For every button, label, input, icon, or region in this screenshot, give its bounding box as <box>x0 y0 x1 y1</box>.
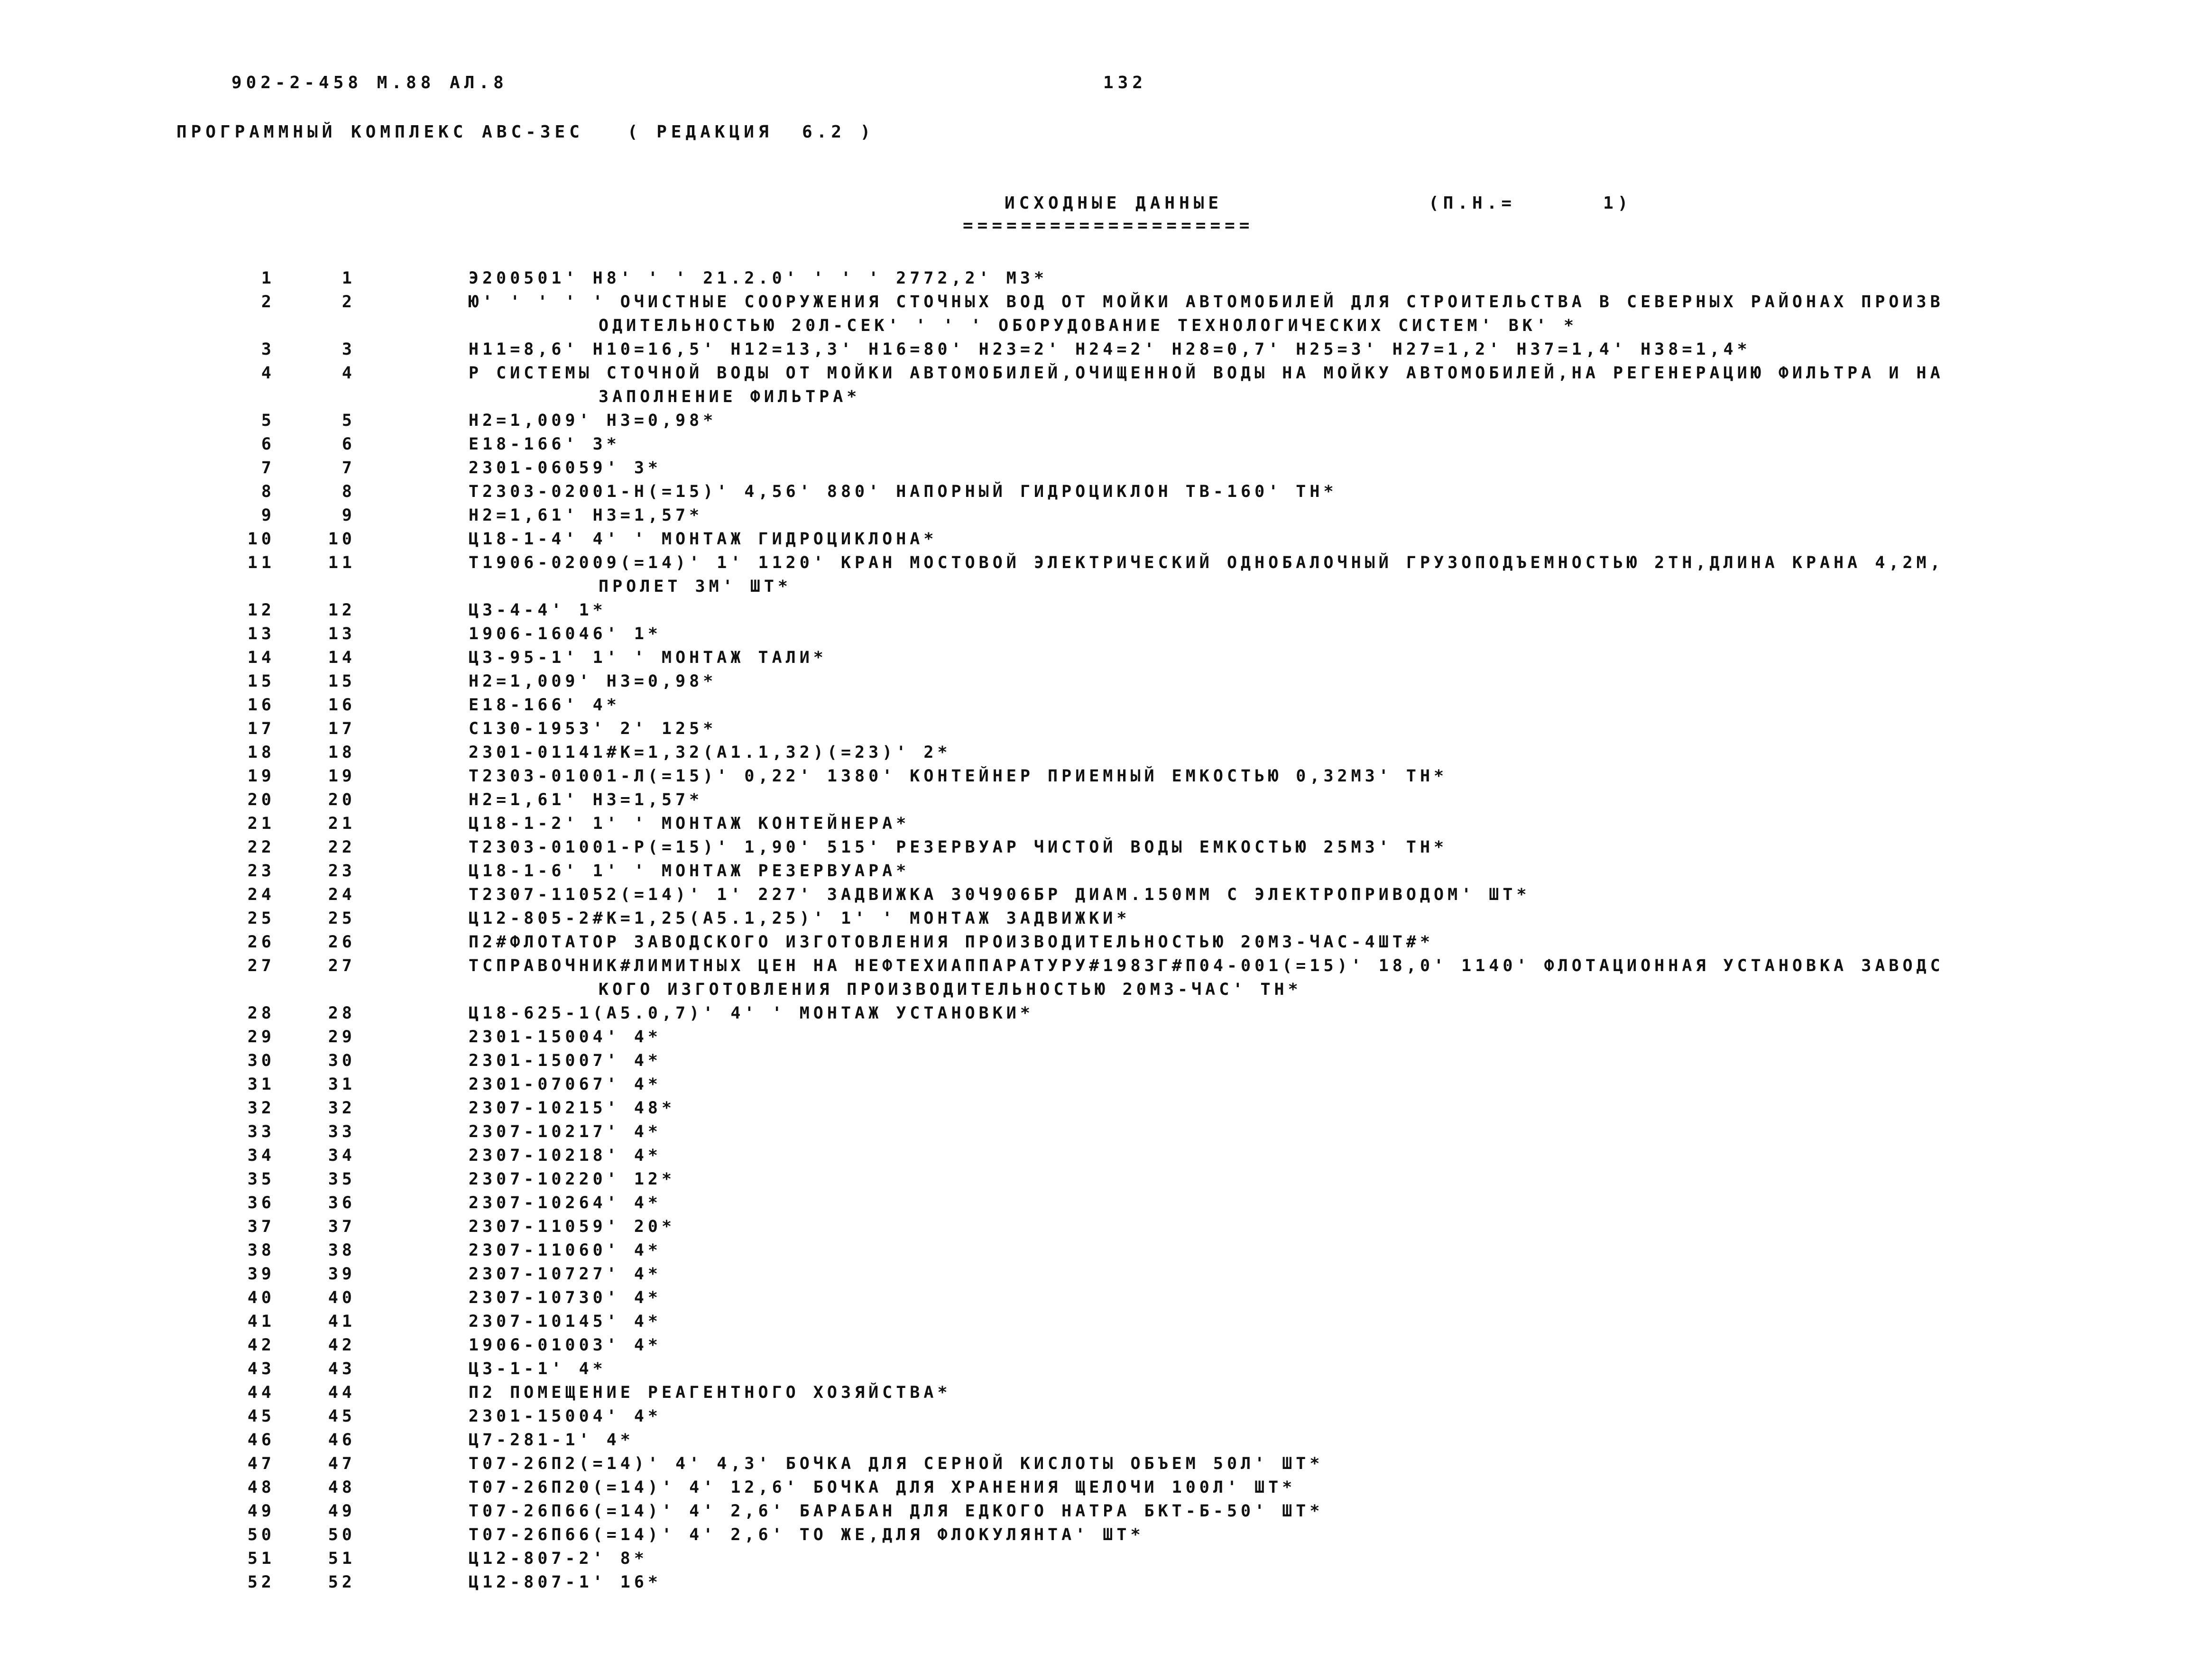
row-number: 5 <box>261 411 275 430</box>
row-number: 42 <box>247 1336 275 1355</box>
record-number: 5 <box>341 411 356 430</box>
pn-label: (П.Н.= 1) <box>1429 193 1632 213</box>
record-text: 2307-10145' 4* <box>469 1312 662 1331</box>
record-text: Ц3-1-1' 4* <box>469 1359 607 1378</box>
record-number: 35 <box>328 1170 356 1189</box>
record-text: Н2=1,61' Н3=1,57* <box>469 506 703 525</box>
record-text: Т07-26П20(=14)' 4' 12,6' БОЧКА ДЛЯ ХРАНЕНИЯ ЩЕЛОЧИ 100Л' ШТ* <box>469 1478 1296 1497</box>
record-number: 48 <box>328 1478 356 1497</box>
record-text: 2301-15007' 4* <box>469 1051 662 1070</box>
listing-row <box>0 1286 2185 1310</box>
record-number: 22 <box>328 838 356 857</box>
row-number: 7 <box>261 459 275 477</box>
listing-row <box>0 1405 2185 1428</box>
listing-row <box>0 266 2185 290</box>
listing-row <box>0 527 2185 551</box>
row-number: 25 <box>247 909 275 928</box>
record-text: Т07-26П66(=14)' 4' 2,6' ТО ЖЕ,ДЛЯ ФЛОКУЛЯНТА' ШТ* <box>469 1525 1144 1544</box>
record-number: 24 <box>328 885 356 904</box>
listing-row <box>0 741 2185 764</box>
row-number: 17 <box>247 719 275 738</box>
row-number: 6 <box>261 435 275 454</box>
listing-row <box>0 409 2185 432</box>
listing-row <box>0 788 2185 812</box>
record-text: Н2=1,61' Н3=1,57* <box>469 790 703 809</box>
listing-row <box>0 1523 2185 1547</box>
record-text: 2307-10218' 4* <box>469 1146 662 1165</box>
listing-row <box>0 764 2185 788</box>
row-number: 21 <box>247 814 275 833</box>
row-number: 43 <box>247 1359 275 1378</box>
listing-row <box>0 1191 2185 1215</box>
row-number: 12 <box>247 601 275 620</box>
row-number: 4 <box>261 364 275 383</box>
record-number: 20 <box>328 790 356 809</box>
listing-row <box>0 693 2185 717</box>
row-number: 35 <box>247 1170 275 1189</box>
record-text: Ц18-1-4' 4' ' МОНТАЖ ГИДРОЦИКЛОНА* <box>469 530 938 549</box>
record-text: 2301-07067' 4* <box>469 1075 662 1094</box>
record-text: Ц12-807-2' 8* <box>469 1549 648 1568</box>
listing-row <box>0 290 2185 338</box>
record-number: 29 <box>328 1028 356 1047</box>
listing-row <box>0 907 2185 930</box>
row-number: 41 <box>247 1312 275 1331</box>
record-text: 2301-01141#К=1,32(А1.1,32)(=23)' 2* <box>469 743 951 762</box>
listing-row <box>0 1499 2185 1523</box>
row-number: 47 <box>247 1454 275 1473</box>
record-number: 34 <box>328 1146 356 1165</box>
row-number: 32 <box>247 1099 275 1118</box>
listing-row <box>0 456 2185 480</box>
record-text: 2301-06059' 3* <box>469 459 662 477</box>
row-number: 9 <box>261 506 275 525</box>
record-text: Е18-166' 4* <box>469 696 620 715</box>
row-number: 11 <box>247 553 275 572</box>
record-number: 17 <box>328 719 356 738</box>
record-text: Ц3-95-1' 1' ' МОНТАЖ ТАЛИ* <box>469 648 827 667</box>
record-number: 25 <box>328 909 356 928</box>
row-number: 3 <box>261 340 275 359</box>
listing-row <box>0 1001 2185 1025</box>
row-number: 39 <box>247 1265 275 1284</box>
listing-row <box>0 1333 2185 1357</box>
section-underline: ==================== <box>963 216 1254 235</box>
record-number: 10 <box>328 530 356 549</box>
listing-row <box>0 930 2185 954</box>
listing-row <box>0 1049 2185 1073</box>
record-text: П2 ПОМЕЩЕНИЕ РЕАГЕНТНОГО ХОЗЯЙСТВА* <box>469 1383 951 1402</box>
listing-row <box>0 1167 2185 1191</box>
record-text: 2307-11059' 20* <box>469 1217 676 1236</box>
listing-row <box>0 361 2185 409</box>
record-text: Ц7-281-1' 4* <box>469 1431 634 1450</box>
record-text: П2#ФЛОТАТОР ЗАВОДСКОГО ИЗГОТОВЛЕНИЯ ПРОИЗВОДИТЕЛЬНОСТЬЮ 20М3-ЧАС-4ШТ#* <box>469 933 1434 952</box>
row-number: 10 <box>247 530 275 549</box>
record-text: Ц18-1-2' 1' ' МОНТАЖ КОНТЕЙНЕРА* <box>469 814 910 833</box>
record-text: Т07-26П66(=14)' 4' 2,6' БАРАБАН ДЛЯ ЕДКОГО НАТРА БКТ-Б-50' ШТ* <box>469 1502 1324 1521</box>
record-text: Р СИСТЕМЫ СТОЧНОЙ ВОДЫ ОТ МОЙКИ АВТОМОБИЛЕЙ,ОЧИЩЕННОЙ ВОДЫ НА МОЙКУ АВТОМОБИЛЕЙ,НА РЕГЕНЕРАЦИЮ ФИЛЬТРА И НА <box>469 364 1944 383</box>
listing-row <box>0 1215 2185 1239</box>
record-number: 16 <box>328 696 356 715</box>
listing-row <box>0 812 2185 835</box>
listing-row <box>0 1262 2185 1286</box>
row-number: 23 <box>247 862 275 881</box>
listing-row <box>0 717 2185 741</box>
row-number: 13 <box>247 624 275 643</box>
row-number: 29 <box>247 1028 275 1047</box>
row-number: 15 <box>247 672 275 691</box>
row-number: 2 <box>261 293 275 312</box>
record-text: 2307-10730' 4* <box>469 1288 662 1307</box>
record-number: 9 <box>341 506 356 525</box>
record-number: 39 <box>328 1265 356 1284</box>
record-text: Ю' ' ' ' ' ОЧИСТНЫЕ СООРУЖЕНИЯ СТОЧНЫХ ВОД ОТ МОЙКИ АВТОМОБИЛЕЙ ДЛЯ СТРОИТЕЛЬСТВА В СЕВЕРНЫХ РАЙОНАХ ПРОИЗВ <box>469 293 1944 312</box>
record-number: 38 <box>328 1241 356 1260</box>
listing-row <box>0 1120 2185 1144</box>
record-number: 33 <box>328 1122 356 1141</box>
listing-row <box>0 504 2185 527</box>
row-number: 46 <box>247 1431 275 1450</box>
row-number: 49 <box>247 1502 275 1521</box>
listing-row <box>0 1570 2185 1594</box>
record-number: 26 <box>328 933 356 952</box>
record-number: 14 <box>328 648 356 667</box>
record-number: 44 <box>328 1383 356 1402</box>
record-number: 43 <box>328 1359 356 1378</box>
record-text: Ц12-807-1' 16* <box>469 1573 662 1592</box>
record-number: 41 <box>328 1312 356 1331</box>
row-number: 52 <box>247 1573 275 1592</box>
row-number: 31 <box>247 1075 275 1094</box>
record-text: Т2303-02001-Н(=15)' 4,56' 880' НАПОРНЫЙ ГИДРОЦИКЛОН ТВ-160' ТН* <box>469 482 1337 501</box>
record-number: 12 <box>328 601 356 620</box>
record-text: 1906-16046' 1* <box>469 624 662 643</box>
record-text: Е18-166' 3* <box>469 435 620 454</box>
section-title: ИСХОДНЫЕ ДАННЫЕ <box>1005 193 1223 213</box>
record-text: 2307-10217' 4* <box>469 1122 662 1141</box>
row-number: 1 <box>261 269 275 288</box>
listing-row <box>0 1239 2185 1262</box>
record-number: 6 <box>341 435 356 454</box>
record-number: 23 <box>328 862 356 881</box>
row-number: 14 <box>247 648 275 667</box>
row-number: 33 <box>247 1122 275 1141</box>
listing-row <box>0 551 2185 598</box>
record-number: 2 <box>341 293 356 312</box>
record-continuation: ЗАПОЛНЕНИЕ ФИЛЬТРА* <box>599 387 861 406</box>
record-text: Ц12-805-2#К=1,25(А5.1,25)' 1' ' МОНТАЖ ЗАДВИЖКИ* <box>469 909 1131 928</box>
listing-row <box>0 646 2185 670</box>
record-number: 11 <box>328 553 356 572</box>
row-number: 37 <box>247 1217 275 1236</box>
row-number: 34 <box>247 1146 275 1165</box>
row-number: 26 <box>247 933 275 952</box>
record-text: 2307-10220' 12* <box>469 1170 676 1189</box>
record-number: 4 <box>341 364 356 383</box>
record-number: 46 <box>328 1431 356 1450</box>
listing-row <box>0 1025 2185 1049</box>
listing-row <box>0 480 2185 504</box>
listing-row <box>0 1452 2185 1476</box>
record-continuation: ОДИТЕЛЬНОСТЬЮ 20Л-СЕК' ' ' ' ОБОРУДОВАНИЕ ТЕХНОЛОГИЧЕСКИХ СИСТЕМ' ВК' * <box>599 316 1578 335</box>
record-number: 36 <box>328 1193 356 1212</box>
record-number: 37 <box>328 1217 356 1236</box>
record-text: 2301-15004' 4* <box>469 1028 662 1047</box>
record-text: 2307-10215' 48* <box>469 1099 676 1118</box>
record-number: 3 <box>341 340 356 359</box>
record-number: 31 <box>328 1075 356 1094</box>
row-number: 50 <box>247 1525 275 1544</box>
row-number: 22 <box>247 838 275 857</box>
record-number: 30 <box>328 1051 356 1070</box>
record-text: 2307-11060' 4* <box>469 1241 662 1260</box>
row-number: 30 <box>247 1051 275 1070</box>
record-number: 1 <box>341 269 356 288</box>
row-number: 19 <box>247 767 275 786</box>
record-text: Э200501' Н8' ' ' 21.2.0' ' ' ' 2772,2' М3* <box>469 269 1048 288</box>
record-number: 13 <box>328 624 356 643</box>
record-number: 49 <box>328 1502 356 1521</box>
record-text: 1906-01003' 4* <box>469 1336 662 1355</box>
row-number: 27 <box>247 956 275 975</box>
listing-row <box>0 598 2185 622</box>
listing-row <box>0 1381 2185 1405</box>
listing-row <box>0 1073 2185 1096</box>
record-text: 2301-15004' 4* <box>469 1407 662 1426</box>
row-number: 44 <box>247 1383 275 1402</box>
row-number: 8 <box>261 482 275 501</box>
listing-row <box>0 622 2185 646</box>
row-number: 28 <box>247 1004 275 1023</box>
record-text: Н2=1,009' Н3=0,98* <box>469 672 717 691</box>
record-number: 28 <box>328 1004 356 1023</box>
record-text: 2307-10264' 4* <box>469 1193 662 1212</box>
row-number: 40 <box>247 1288 275 1307</box>
listing-row <box>0 1476 2185 1499</box>
record-number: 18 <box>328 743 356 762</box>
program-title: ПРОГРАММНЫЙ КОМПЛЕКС АВС-3ЕС ( РЕДАКЦИЯ 6.2 ) <box>176 122 875 142</box>
record-text: Ц3-4-4' 1* <box>469 601 607 620</box>
record-number: 27 <box>328 956 356 975</box>
row-number: 51 <box>247 1549 275 1568</box>
row-number: 20 <box>247 790 275 809</box>
page-number: 132 <box>1103 73 1147 92</box>
record-number: 32 <box>328 1099 356 1118</box>
record-number: 50 <box>328 1525 356 1544</box>
listing-row <box>0 338 2185 361</box>
record-text: Н2=1,009' Н3=0,98* <box>469 411 717 430</box>
row-number: 48 <box>247 1478 275 1497</box>
record-text: Т2303-01001-Л(=15)' 0,22' 1380' КОНТЕЙНЕР ПРИЕМНЫЙ ЕМКОСТЬЮ 0,32М3' ТН* <box>469 767 1448 786</box>
record-text: 2307-10727' 4* <box>469 1265 662 1284</box>
record-number: 47 <box>328 1454 356 1473</box>
document-code: 902-2-458 М.88 АЛ.8 <box>231 73 508 92</box>
record-text: Ц18-625-1(А5.0,7)' 4' ' МОНТАЖ УСТАНОВКИ* <box>469 1004 1034 1023</box>
record-number: 19 <box>328 767 356 786</box>
record-text: Т1906-02009(=14)' 1' 1120' КРАН МОСТОВОЙ ЭЛЕКТРИЧЕСКИЙ ОДНОБАЛОЧНЫЙ ГРУЗОПОДЪЕМНОСТЬЮ 2ТН,ДЛИНА КРАНА 4,2М, <box>469 553 1944 572</box>
listing-row <box>0 1357 2185 1381</box>
listing-row <box>0 1547 2185 1570</box>
record-text: ТСПРАВОЧНИК#ЛИМИТНЫХ ЦЕН НА НЕФТЕХИАППАРАТУРУ#1983Г#П04-001(=15)' 18,0' 1140' ФЛОТАЦИОННАЯ УСТАНОВКА ЗАВОДС <box>469 956 1944 975</box>
record-text: Т2307-11052(=14)' 1' 227' ЗАДВИЖКА 30Ч906БР ДИАМ.150ММ С ЭЛЕКТРОПРИВОДОМ' ШТ* <box>469 885 1530 904</box>
listing-row <box>0 954 2185 1001</box>
record-continuation: ПРОЛЕТ 3М' ШТ* <box>599 577 792 596</box>
listing-row <box>0 1428 2185 1452</box>
record-number: 15 <box>328 672 356 691</box>
record-number: 42 <box>328 1336 356 1355</box>
record-number: 8 <box>341 482 356 501</box>
record-number: 21 <box>328 814 356 833</box>
record-number: 7 <box>341 459 356 477</box>
record-number: 52 <box>328 1573 356 1592</box>
listing-row <box>0 432 2185 456</box>
listing-row <box>0 835 2185 859</box>
record-number: 51 <box>328 1549 356 1568</box>
record-text: С130-1953' 2' 125* <box>469 719 717 738</box>
listing-row <box>0 859 2185 883</box>
listing-row <box>0 1096 2185 1120</box>
listing-row <box>0 883 2185 907</box>
row-number: 24 <box>247 885 275 904</box>
row-number: 45 <box>247 1407 275 1426</box>
listing-row <box>0 1310 2185 1333</box>
row-number: 38 <box>247 1241 275 1260</box>
listing-row <box>0 670 2185 693</box>
record-text: Т07-26П2(=14)' 4' 4,3' БОЧКА ДЛЯ СЕРНОЙ КИСЛОТЫ ОБЪЕМ 50Л' ШТ* <box>469 1454 1324 1473</box>
listing-row <box>0 1144 2185 1167</box>
row-number: 36 <box>247 1193 275 1212</box>
record-number: 45 <box>328 1407 356 1426</box>
record-text: Н11=8,6' Н10=16,5' Н12=13,3' Н16=80' Н23=2' Н24=2' Н28=0,7' Н25=3' Н27=1,2' Н37=1,4' Н38=1,4* <box>469 340 1751 359</box>
row-number: 16 <box>247 696 275 715</box>
data-listing <box>0 266 2185 1594</box>
record-text: Ц18-1-6' 1' ' МОНТАЖ РЕЗЕРВУАРА* <box>469 862 910 881</box>
record-continuation: КОГО ИЗГОТОВЛЕНИЯ ПРОИЗВОДИТЕЛЬНОСТЬЮ 20М3-ЧАС' ТН* <box>599 980 1302 999</box>
record-text: Т2303-01001-Р(=15)' 1,90' 515' РЕЗЕРВУАР ЧИСТОЙ ВОДЫ ЕМКОСТЬЮ 25М3' ТН* <box>469 838 1448 857</box>
record-number: 40 <box>328 1288 356 1307</box>
row-number: 18 <box>247 743 275 762</box>
